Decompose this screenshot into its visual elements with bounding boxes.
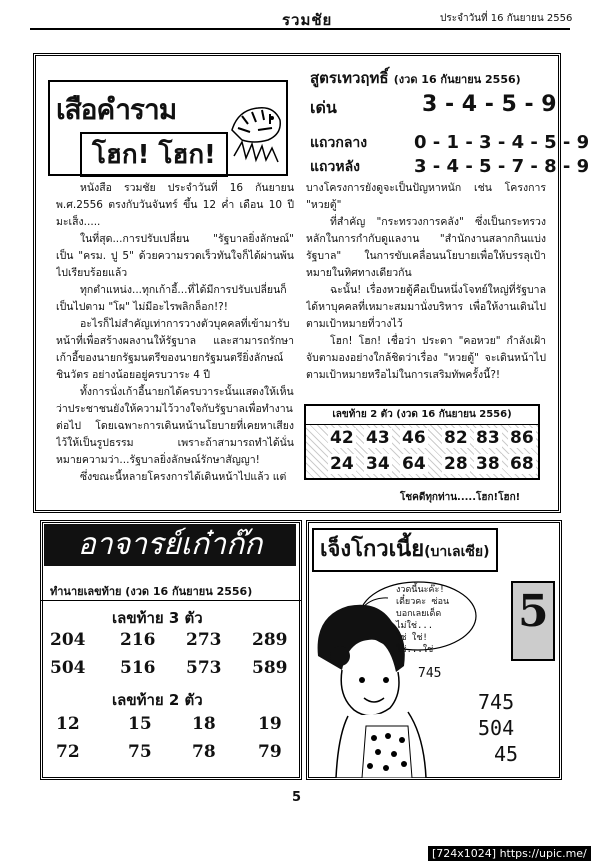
- formula-title: สูตรเทวฤทธิ์: [310, 69, 389, 87]
- three-digit-number: 516: [120, 658, 156, 678]
- two-digit-number: 18: [192, 714, 216, 734]
- article-left-column: [56, 180, 294, 498]
- jeng-title: เจ็งโกวเนี้ย: [320, 537, 425, 562]
- two-digit-number: 19: [258, 714, 282, 734]
- speech-line: บอกเลยเด็ด: [396, 609, 442, 619]
- two-digit-number: 72: [56, 742, 80, 762]
- lotto-number: 83: [476, 428, 500, 448]
- three-digit-number: 204: [50, 630, 86, 650]
- lotto-number: 42: [330, 428, 354, 448]
- speech-line: งวดนี้นะค๊ะ!: [396, 585, 445, 595]
- article-paragraph: ฉะนั้น! เรื่องหวยตู้คือเป็นหนึ่งโจทย์ใหญ่ที่รัฐบาลได้หาบุคคลที่เหมาะสมมานั่งบริหาร เพื่อให้งานเดินไปตามเป้าหมายที่วางไว้: [306, 284, 546, 330]
- lotto-number: 28: [444, 454, 468, 474]
- article-paragraph: ทุกตำแหน่ง...ทุกเก้าอี้...ที่ได้มีการปรับเปลี่ยนก็เป็นไปตาม "โผ" ไม่มีอะไรพลิกล็อก!?!: [56, 284, 287, 313]
- article-paragraph: โฮก! โฮก! เชื่อว่า ประดา "คอหวย" กำลังเฝ้าจับตามองอย่างใกล้ชิดว่าเรื่อง "หวยตู้" จะเดินหน้าไปตามเป้าหมายหรือไม่ในการเสริมทัพครั้งนี้?!: [306, 335, 546, 381]
- signoff: โชคดีทุกท่าน.....โฮก!โฮก!: [400, 492, 521, 503]
- formula-row-label: แถวกลาง: [310, 135, 368, 151]
- jeng-subtitle: (บาเลเซีย): [424, 544, 490, 560]
- formula-row-label: แถวหลัง: [310, 159, 361, 175]
- lotto-box-title: เลขท้าย 2 ตัว (งวด 16 กันยายน 2556): [306, 406, 538, 425]
- article-paragraph: ที่สำคัญ "กระทรวงการคลัง" ซึ่งเป็นกระทรวงหลักในการกำกับดูแลงาน "สำนักงานสลากกินแบ่งรัฐบาล" ในการขับเคลื่อนนโยบายเพื่อให้บรรลุเป้าหมายในทิศทางเดียวกัน: [306, 216, 546, 279]
- lotto-number: 34: [366, 454, 390, 474]
- three-digit-number: 216: [120, 630, 156, 650]
- lotto-number: 82: [444, 428, 468, 448]
- formula-heading: [310, 66, 550, 90]
- tiger-illustration: [228, 90, 284, 170]
- three-digit-number: 273: [186, 630, 222, 650]
- article-paragraph: หนังสือ รวมชัย ประจำวันที่ 16 กันยายน พ.ศ.2556 ตรงกับวันจันทร์ ขึ้น 12 ค่ำ เดือน 10 ปีมะเส็ง.....: [56, 182, 294, 228]
- column-title: เสือคำราม: [56, 93, 177, 126]
- formula-draw: (งวด 16 กันยายน 2556): [393, 73, 521, 86]
- jeng-title-box: [312, 528, 498, 572]
- article-paragraph: บางโครงการยังดูจะเป็นปัญหาหนัก เช่น โครงการ "หวยตู้": [306, 182, 546, 211]
- issue-date: ประจำวันที่ 16 กันยายน 2556: [440, 13, 573, 24]
- speech-line: ใช่...ใช่: [396, 645, 434, 655]
- apr-divider: [40, 600, 302, 601]
- two-digit-number: 78: [192, 742, 216, 762]
- publication-logo: รวมชัย: [282, 11, 333, 29]
- article-right-column: [306, 180, 546, 396]
- speech-line: ไม่ใช่...: [396, 621, 434, 631]
- lotto-number: 43: [366, 428, 390, 448]
- article-paragraph: อะไรก็ไม่สำคัญเท่าการวางตัวบุคคลที่เข้ามารับหน้าที่เพื่อสร้างผลงานให้รัฐบาล และสามารถรักษาเก้าอี้ของนายกรัฐมนตรีของนายกรัฐมนตรียิ่งลักษณ์ ชินวัตร อย่างน้อยอยู่ครบวาระ 4 ปี: [56, 318, 294, 381]
- watermark: [724x1024] https://upic.me/: [428, 846, 591, 861]
- two-digit-number: 79: [258, 742, 282, 762]
- lotto-number: 46: [402, 428, 426, 448]
- article-paragraph: ในที่สุด...การปรับเปลี่ยน "รัฐบาลยิ่งลักษณ์" เป็น "ครม. ปู 5" ด้วยความรวดเร็วทันใจก็ได้ผ่านพ้นไปเรียบร้อยแล้ว: [56, 233, 294, 279]
- jeng-number: 745: [478, 690, 515, 714]
- apr-banner: อาจารย์เก๋าก๊ก: [44, 524, 296, 566]
- page-number: 5: [292, 790, 302, 805]
- two-digit-title: เลขท้าย 2 ตัว: [112, 691, 203, 709]
- formula-row-value: 3 - 4 - 5 - 9: [422, 92, 557, 117]
- formula-row-value: 0 - 1 - 3 - 4 - 5 - 9: [414, 132, 590, 153]
- speech-text: [396, 584, 486, 656]
- lotto-number: 24: [330, 454, 354, 474]
- lotto-number: 68: [510, 454, 534, 474]
- formula-row-label: เด่น: [310, 98, 337, 117]
- column-title-box: [48, 80, 288, 176]
- header-rule: [30, 28, 570, 30]
- three-digit-number: 289: [252, 630, 288, 650]
- lotto-number: 38: [476, 454, 500, 474]
- apr-forecast-title: ทำนายเลขท้าย (งวด 16 กันยายน 2556): [50, 585, 253, 598]
- big-digit: 5: [518, 586, 549, 637]
- three-digit-number: 589: [252, 658, 288, 678]
- jeng-number: 504: [478, 716, 515, 740]
- speech-line: เดี๋ยวคะ ซ่อน: [396, 597, 450, 607]
- lotto-number: 86: [510, 428, 534, 448]
- two-digit-lotto-box: [304, 404, 540, 480]
- two-digit-number: 75: [128, 742, 152, 762]
- two-digit-number: 15: [128, 714, 152, 734]
- jeng-number: 45: [494, 742, 519, 766]
- two-digit-number: 12: [56, 714, 80, 734]
- formula-box: [310, 66, 590, 177]
- three-digit-title: เลขท้าย 3 ตัว: [112, 609, 203, 627]
- article-paragraph: ทั้งการนั่งเก้าอี้นายกได้ครบวาระนั้นแสดงให้เห็นว่าประชาชนยังให้ความไว้วางใจกับรัฐบาลเพื่อทำงานต่อไป โดยเฉพาะการเดินหน้านโยบายที่เคยหาเสียงไว้ให้เป็นรูปธรรม เพราะถ้าสามารถทำได้นั่นหมายความว่า...รัฐบาลยิ่งลักษณ์รักษาสัญญา!: [56, 386, 294, 466]
- article-paragraph: ซึ่งขณะนี้หลายโครงการได้เดินหน้าไปแล้ว แต่: [80, 471, 287, 483]
- three-digit-number: 504: [50, 658, 86, 678]
- formula-row-value: 3 - 4 - 5 - 7 - 8 - 9: [414, 156, 590, 177]
- column-subtitle: โฮก! โฮก!: [80, 132, 228, 177]
- bubble-number: 745: [418, 666, 442, 681]
- lotto-number: 64: [402, 454, 426, 474]
- three-digit-number: 573: [186, 658, 222, 678]
- speech-line: ใช่ ใช่!: [396, 633, 428, 643]
